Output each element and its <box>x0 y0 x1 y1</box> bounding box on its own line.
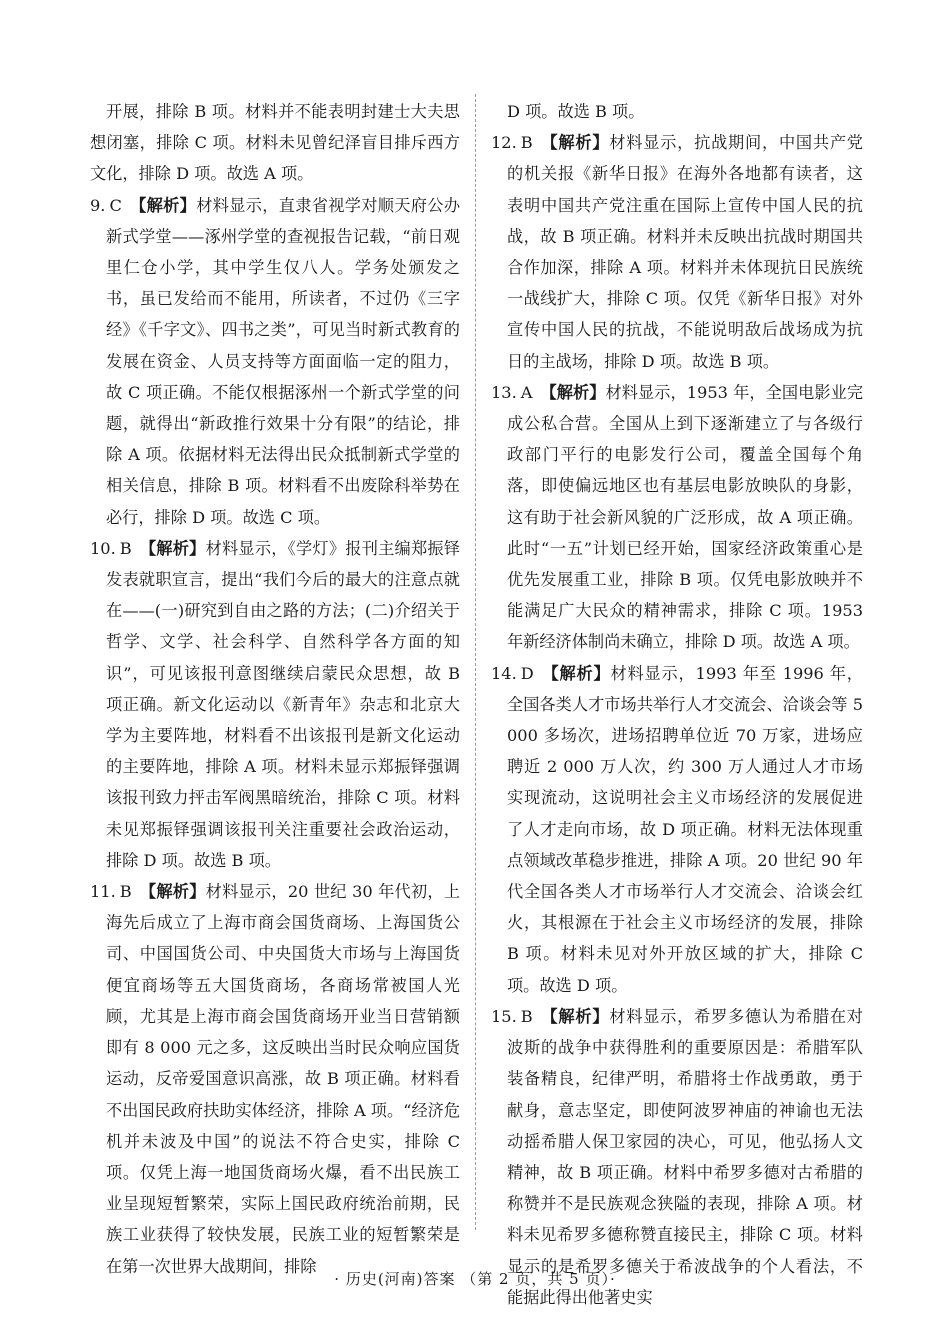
analysis-label: 【解析】 <box>540 1006 610 1026</box>
analysis-label: 【解析】 <box>139 538 206 558</box>
answer-item-9 <box>90 190 460 533</box>
page-footer: · 历史(河南)答案 （第 2 页，共 5 页）· <box>334 1270 616 1288</box>
analysis-text: 材料显示，1953 年，全国电影业完成公私合营。全国从上到下逐渐建立了与各级行政部门平行的电影发行公司，覆盖全国每个角落，即使偏远地区也有基层电影放映队的身影，这有助于社会新风貌的广泛形成，故 A 项正确。此时“一五”计划已经开始，国家经济政策重心是优先发展重工业，排除 B 项。仅凭电影放映并不能满足广大民众的精神需求，排除 C 项。1953 年新经济体制尚未确立，排除 D 项。故选 A 项。 <box>507 382 864 652</box>
analysis-label: 【解析】 <box>540 382 606 402</box>
analysis-text: 材料显示，《学灯》报刊主编郑振铎发表就职宣言，提出“我们今后的最大的注意点就在——(一)研究到自由之路的方法；(二)介绍关于哲学、文学、社会科学、自然科学各方面的知识”，可见该报刊意图继续启蒙民众思想，故 B 项正确。新文化运动以《新青年》杂志和北京大学为主要阵地，材料看不出该报刊是新文化运动的主要阵地，排除 A 项。材料未显示郑振铎强调该报刊致力抨击军阀黑暗统治，排除 C 项。材料未见郑振铎强调该报刊关注重要社会政治运动，排除 D 项。故选 B 项。 <box>106 538 460 870</box>
answer-item-10 <box>90 533 460 876</box>
analysis-text: 材料显示，1993 年至 1996 年，全国各类人才市场共举行人才交流会、洽谈会等 5 000 多场次，进场招聘单位近 70 万家，进场应聘近 2 000 万人次，约 300 万人通过人才市场实现流动，这说明社会主义市场经济的发展促进了人才走向市场，故 D 项正确。材料无法体现重点领域改革稳步推进，排除 A 项。20 世纪 90 年代全国各类人才市场举行人才交流会、洽谈会红火，其根源在于社会主义市场经济的发展，排除 B 项。材料未见对外开放区域的扩大，排除 C 项。故选 D 项。 <box>507 663 863 995</box>
answer-item-14 <box>491 658 863 1001</box>
answer-letter: B <box>520 133 533 153</box>
continuation-text: D 项。故选 B 项。 <box>507 102 645 121</box>
question-number: 9. <box>90 195 106 215</box>
analysis-label: 【解析】 <box>139 882 206 902</box>
analysis-label: 【解析】 <box>541 663 611 683</box>
answer-letter: B <box>119 882 132 902</box>
analysis-text: 材料显示，抗战期间，中国共产党的机关报《新华日报》在海外各地都有读者，这表明中国共产党注重在国际上宣传中国人民的抗战，故 B 项正确。材料并未反映出抗战时期国共合作加深，排除 A 项。材料并未体现抗日民族统一战线扩大，排除 C 项。仅凭《新华日报》对外宣传中国人民的抗战，不能说明敌后战场成为抗日的主战场，排除 D 项。故选 B 项。 <box>507 133 863 371</box>
question-number: 11. <box>90 882 116 902</box>
analysis-text: 材料显示，直隶省视学对顺天府公办新式学堂——涿州学堂的查视报告记载，“前日观里仁仓小学，其中学生仅八人。学务处颁发之书，虽已发给而不能用，所读者，不过仍《三字经》《千字文》、四书之类”，可见当时新式教育的发展在资金、人员支持等方面面临一定的阻力，故 C 项正确。不能仅根据涿州一个新式学堂的问题，就得出“新政推行效果十分有限”的结论，排除 A 项。依据材料无法得出民众抵制新式学堂的相关信息，排除 B 项。材料看不出废除科举势在必行，排除 D 项。故选 C 项。 <box>106 195 461 527</box>
right-column <box>491 96 863 1313</box>
answer-item-13 <box>491 377 863 658</box>
question-number: 14. <box>491 663 517 683</box>
question-number: 15. <box>491 1006 517 1026</box>
question-number: 10. <box>90 538 116 558</box>
answer-letter: D <box>520 663 534 683</box>
question-number: 12. <box>491 133 517 153</box>
answer-letter: B <box>119 538 132 558</box>
answer-letter: C <box>109 195 122 215</box>
answer-item-12 <box>491 127 863 377</box>
answer-item-11 <box>90 876 460 1282</box>
answer-letter: A <box>520 382 533 402</box>
answer-item-15 <box>491 1001 863 1313</box>
answer-letter: B <box>520 1006 533 1026</box>
analysis-label: 【解析】 <box>540 133 610 153</box>
question-number: 13. <box>491 382 517 402</box>
analysis-label: 【解析】 <box>129 195 197 215</box>
continuation-text: 开展，排除 B 项。材料并不能表明封建士大夫思想闭塞，排除 C 项。材料未见曾纪泽盲目排斥西方文化，排除 D 项。故选 A 项。 <box>90 102 460 184</box>
analysis-text: 材料显示，20 世纪 30 年代初，上海先后成立了上海市商会国货商场、上海国货公司、中国国货公司、中央国货大市场与上海国货便宜商场等五大国货商场，各商场常被国人光顾，尤其是上海市商会国货商场开业当日营销额即有 8 000 元之多，这反映出当时民众响应国货运动，反帝爱国意识高涨，故 B 项正确。材料看不出国民政府扶助实体经济，排除 A 项。“经济危机并未波及中国”的说法不符合史实，排除 C 项。仅凭上海一地国货商场火爆，看不出民族工业呈现短暂繁荣，实际上国民政府统治前期，民族工业获得了较快发展，民族工业的短暂繁荣是在第一次世界大战期间，排除 <box>106 882 461 1276</box>
left-column <box>90 96 460 1282</box>
column-divider <box>475 94 476 1230</box>
analysis-text: 材料显示，希罗多德认为希腊在对波斯的战争中获得胜利的重要原因是：希腊军队装备精良，纪律严明，希腊将士作战勇敢，勇于献身，意志坚定，即使阿波罗神庙的神谕也无法动摇希腊人保卫家园的决心，可见，他弘扬人文精神，故 B 项正确。材料中希罗多德对古希腊的称赞并不是民族观念狭隘的表现，排除 A 项。材料未见希罗多德称赞直接民主，排除 C 项。材料显示的是希罗多德关于希波战争的个人看法，不能据此得出他著史实 <box>507 1006 863 1307</box>
